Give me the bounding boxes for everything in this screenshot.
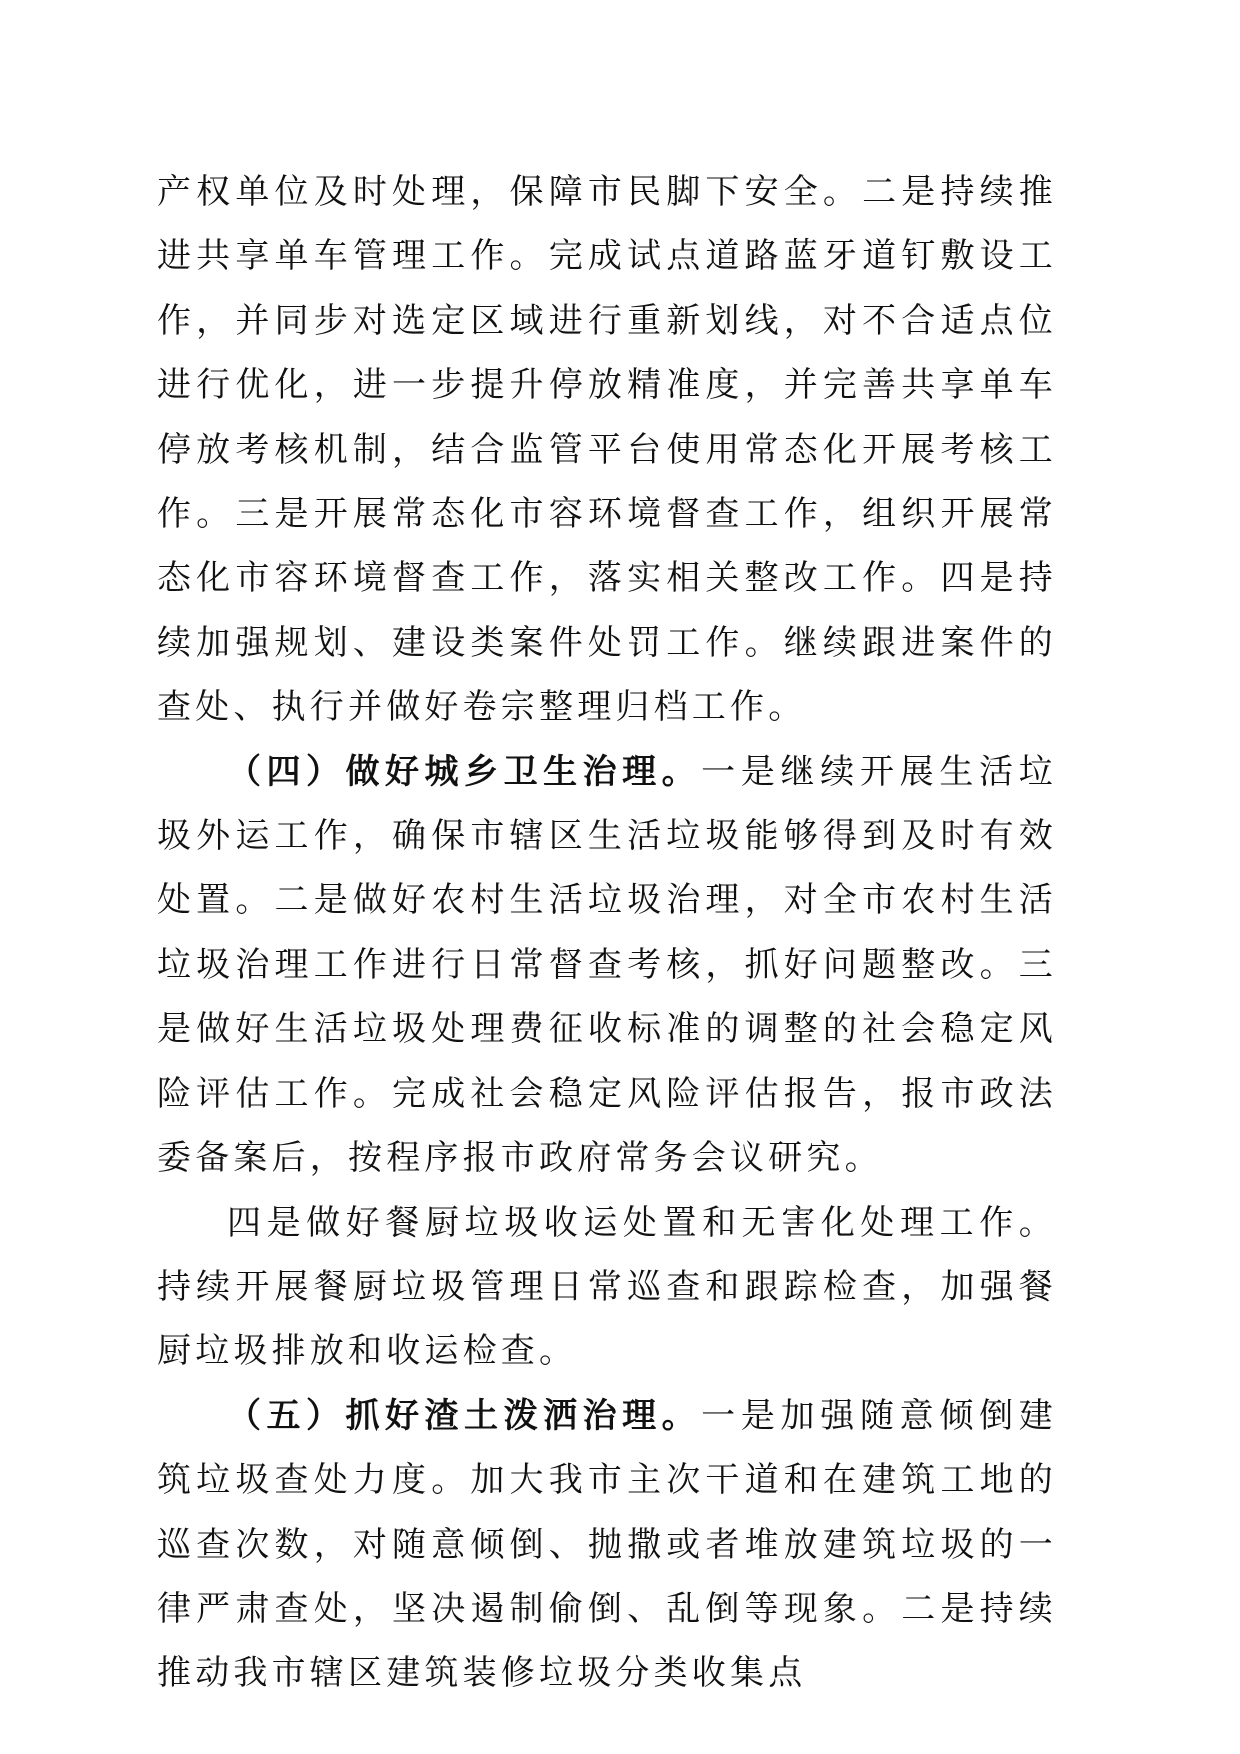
paragraph-1 — [157, 160, 1057, 740]
paragraph-4 — [157, 1384, 1057, 1706]
section-heading-5: （五）抓好渣土泼洒治理。 — [227, 1395, 702, 1436]
paragraph-2 — [157, 740, 1057, 1191]
paragraph-3-text: 四是做好餐厨垃圾收运处置和无害化处理工作。持续开展餐厨垃圾管理日常巡查和跟踪检查，加强餐厨垃圾排放和收运检查。 — [157, 1202, 1057, 1372]
document-body — [157, 160, 1057, 1706]
paragraph-1-text: 产权单位及时处理，保障市民脚下安全。二是持续推进共享单车管理工作。完成试点道路蓝牙道钉敷设工作，并同步对选定区域进行重新划线，对不合适点位进行优化，进一步提升停放精准度，并完善共享单车停放考核机制，结合监管平台使用常态化开展考核工作。三是开展常态化市容环境督查工作，组织开展常态化市容环境督查工作，落实相关整改工作。四是持续加强规划、建设类案件处罚工作。继续跟进案件的查处、执行并做好卷宗整理归档工作。 — [157, 172, 1057, 728]
paragraph-2-text: 一是继续开展生活垃圾外运工作，确保市辖区生活垃圾能够得到及时有效处置。二是做好农村生活垃圾治理，对全市农村生活垃圾治理工作进行日常督查考核，抓好问题整改。三是做好生活垃圾处理费征收标准的调整的社会稳定风险评估工作。完成社会稳定风险评估报告，报市政法委备案后，按程序报市政府常务会议研究。 — [157, 751, 1057, 1179]
paragraph-3 — [157, 1191, 1057, 1384]
section-heading-4: （四）做好城乡卫生治理。 — [227, 751, 702, 792]
paragraph-4-text: 一是加强随意倾倒建筑垃圾查处力度。加大我市主次干道和在建筑工地的巡查次数，对随意倾倒、抛撒或者堆放建筑垃圾的一律严肃查处，坚决遏制偷倒、乱倒等现象。二是持续推动我市辖区建筑装修垃圾分类收集点 — [157, 1395, 1057, 1694]
